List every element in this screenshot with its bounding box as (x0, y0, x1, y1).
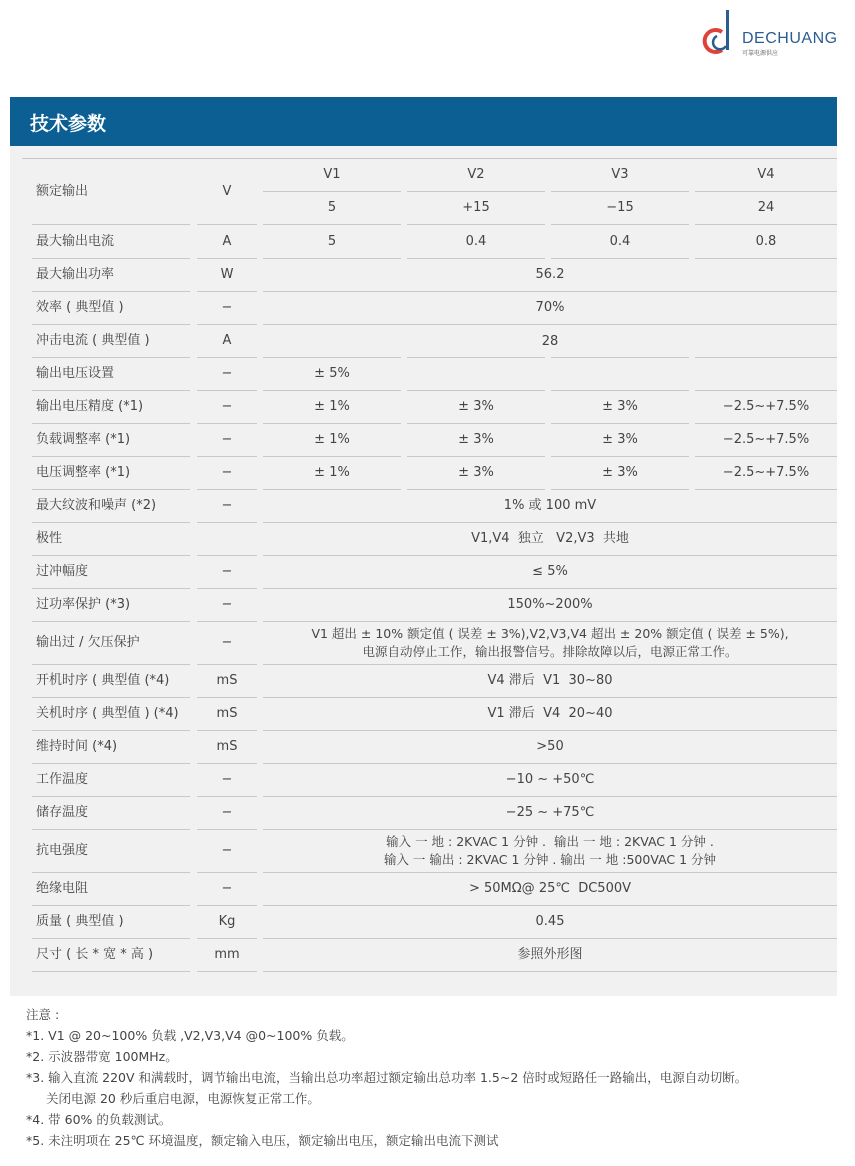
cell-value: >50 (263, 731, 837, 764)
cell-value: +15 (407, 192, 545, 225)
row-label: 储存温度 (32, 797, 190, 830)
row-label: 维持时间 (*4) (32, 731, 190, 764)
row-label: 极性 (32, 523, 190, 556)
row-unit: − (197, 764, 257, 797)
row-label: 最大输出电流 (32, 226, 190, 259)
table-row-off-sequence (10, 698, 837, 731)
cell-value: V4 滞后 V1 30~80 (263, 665, 837, 698)
row-label: 负载调整率 (*1) (32, 424, 190, 457)
row-label: 最大输出功率 (32, 259, 190, 292)
row-unit: A (197, 226, 257, 259)
row-label: 效率 ( 典型值 ) (32, 292, 190, 325)
row-label: 开机时序 ( 典型值 (*4) (32, 665, 190, 698)
row-unit: mS (197, 698, 257, 731)
cell-value: ± 3% (407, 457, 545, 490)
table-row-opp (10, 589, 837, 622)
channel-header: V3 (551, 159, 689, 192)
cell-value: 24 (695, 192, 837, 225)
table-row-polarity (10, 523, 837, 556)
cell-value (263, 830, 837, 873)
table-row-max-current (10, 226, 837, 259)
row-unit: W (197, 259, 257, 292)
note-item-continued: 关闭电源 20 秒后重启电源，电源恢复正常工作。 (46, 1091, 320, 1106)
row-unit: − (197, 556, 257, 589)
row-unit: − (197, 622, 257, 665)
cell-value: −2.5~+7.5% (695, 391, 837, 424)
cell-value: 参照外形图 (263, 939, 837, 972)
table-row-withstand (10, 830, 837, 873)
cell-value: ≤ 5% (263, 556, 837, 589)
notes-title: 注意 : (26, 1007, 60, 1022)
row-unit: − (197, 830, 257, 873)
row-label: 额定输出 (32, 159, 190, 225)
table-row-operating-temp (10, 764, 837, 797)
row-unit: − (197, 873, 257, 906)
cell-value: ± 5% (263, 358, 401, 391)
row-unit: − (197, 457, 257, 490)
cell-value: ± 3% (551, 391, 689, 424)
channel-header: V2 (407, 159, 545, 192)
cell-line: V1 超出 ± 10% 额定值 ( 误差 ± 3%),V2,V3,V4 超出 ± 20% 额定值 ( 误差 ± 5%), (311, 626, 789, 641)
brand-logo (702, 8, 842, 58)
cell-line: 电源自动停止工作，输出报警信号。排除故障以后，电源正常工作。 (362, 644, 738, 659)
cell-empty (407, 358, 545, 391)
row-unit: − (197, 797, 257, 830)
row-unit: mS (197, 665, 257, 698)
table-row-overshoot (10, 556, 837, 589)
section-header (10, 97, 837, 146)
cell-value: ± 1% (263, 457, 401, 490)
cell-value: 0.45 (263, 906, 837, 939)
row-label: 冲击电流 ( 典型值 ) (32, 325, 190, 358)
section-title: 技术参数 (30, 113, 107, 135)
cell-value: ± 3% (551, 424, 689, 457)
cell-empty (695, 358, 837, 391)
cell-value: 5 (263, 192, 401, 225)
row-unit: mm (197, 939, 257, 972)
table-row-size (10, 939, 837, 972)
row-unit: − (197, 358, 257, 391)
row-label: 输出电压设置 (32, 358, 190, 391)
row-unit: − (197, 292, 257, 325)
cell-value: 56.2 (263, 259, 837, 292)
table-row-inrush (10, 325, 837, 358)
row-unit: mS (197, 731, 257, 764)
table-row-load-regulation (10, 424, 837, 457)
table-row-ripple (10, 490, 837, 523)
cell-value: −2.5~+7.5% (695, 424, 837, 457)
channel-header: V1 (263, 159, 401, 192)
cell-value: 1% 或 100 mV (263, 490, 837, 523)
cell-value: 0.8 (695, 226, 837, 259)
row-label: 尺寸 ( 长 * 宽 * 高 ) (32, 939, 190, 972)
row-unit: − (197, 490, 257, 523)
cell-value: ± 3% (551, 457, 689, 490)
note-item: *5. 未注明项在 25℃ 环境温度，额定输入电压，额定输出电压，额定输出电流下测试 (26, 1133, 499, 1148)
cell-value: V1 滞后 V4 20~40 (263, 698, 837, 731)
table-row-ovp (10, 622, 837, 665)
table-row-storage-temp (10, 797, 837, 830)
table-row-voltage-set (10, 358, 837, 391)
cell-value: ± 3% (407, 391, 545, 424)
table-row-max-power (10, 259, 837, 292)
logo-tagline: 可靠电源供应 (742, 50, 779, 57)
row-unit (197, 523, 257, 556)
logo-mark-icon (702, 8, 742, 58)
cell-value: ± 1% (263, 424, 401, 457)
cell-line: 输入 一 输出 : 2KVAC 1 分钟 . 输出 一 地 :500VAC 1 分钟 (383, 852, 717, 867)
row-label: 输出过 / 欠压保护 (32, 622, 190, 665)
row-label: 质量 ( 典型值 ) (32, 906, 190, 939)
cell-value: 28 (541, 333, 559, 349)
table-row-hold-time (10, 731, 837, 764)
cell-value: ± 1% (263, 391, 401, 424)
note-item: *4. 带 60% 的负载测试。 (26, 1112, 172, 1127)
row-unit: A (197, 325, 257, 358)
row-unit: Kg (197, 906, 257, 939)
row-unit: V (197, 159, 257, 225)
cell-value: 150%~200% (263, 589, 837, 622)
cell-value: −15 (551, 192, 689, 225)
note-item: *2. 示波器带宽 100MHz。 (26, 1049, 178, 1064)
cell-value: 70% (263, 292, 837, 325)
cell-value: −2.5~+7.5% (695, 457, 837, 490)
channel-header: V4 (695, 159, 837, 192)
table-row-line-regulation (10, 457, 837, 490)
row-label: 最大纹波和噪声 (*2) (32, 490, 190, 523)
cell-value: 0.4 (407, 226, 545, 259)
row-label: 电压调整率 (*1) (32, 457, 190, 490)
row-unit: − (197, 589, 257, 622)
row-unit: − (197, 391, 257, 424)
table-row-accuracy (10, 391, 837, 424)
cell-value: ± 3% (407, 424, 545, 457)
note-item: *1. V1 @ 20~100% 负载 ,V2,V3,V4 @0~100% 负载。 (26, 1028, 354, 1043)
row-label: 绝缘电阻 (32, 873, 190, 906)
table-row-rated-output (10, 159, 837, 225)
cell-empty (551, 358, 689, 391)
table-row-insulation (10, 873, 837, 906)
cell-value: 5 (263, 226, 401, 259)
spec-table (10, 146, 837, 996)
cell-line: 输入 一 地 : 2KVAC 1 分钟 . 输出 一 地 : 2KVAC 1 分钟 . (386, 834, 714, 849)
note-item: *3. 输入直流 220V 和满载时，调节输出电流，当输出总功率超过额定输出总功率 1.5~2 倍时或短路任一路输出，电源自动切断。 (26, 1070, 748, 1085)
cell-value: > 50MΩ@ 25℃ DC500V (263, 873, 837, 906)
row-label: 过功率保护 (*3) (32, 589, 190, 622)
cell-value: −25 ~ +75℃ (263, 797, 837, 830)
cell-value: 0.4 (551, 226, 689, 259)
row-label: 关机时序 ( 典型值 ) (*4) (32, 698, 190, 731)
cell-value: V1,V4 独立 V2,V3 共地 (263, 523, 837, 556)
cell-value (263, 622, 837, 665)
logo-name: DECHUANG (742, 30, 838, 47)
table-row-weight (10, 906, 837, 939)
notes-section (26, 1004, 826, 1151)
row-label: 工作温度 (32, 764, 190, 797)
row-label: 过冲幅度 (32, 556, 190, 589)
table-row-efficiency (10, 292, 837, 325)
row-unit: − (197, 424, 257, 457)
row-label: 输出电压精度 (*1) (32, 391, 190, 424)
cell-value: −10 ~ +50℃ (263, 764, 837, 797)
table-row-on-sequence (10, 665, 837, 698)
row-label: 抗电强度 (32, 830, 190, 873)
